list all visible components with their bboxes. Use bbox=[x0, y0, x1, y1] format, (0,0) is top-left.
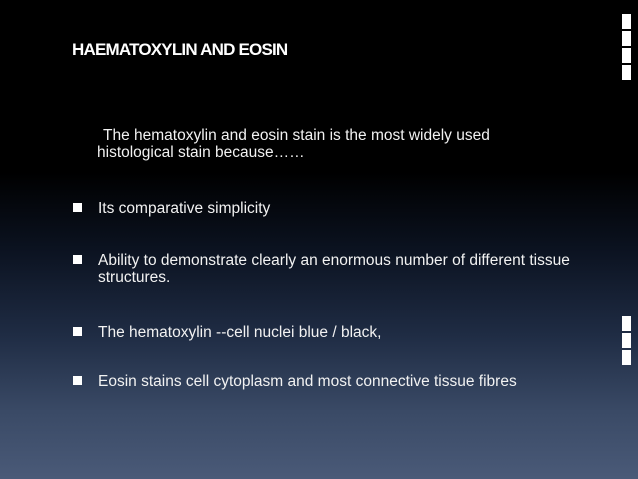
bullet-item bbox=[72, 373, 582, 390]
decorative-bars-top-icon bbox=[622, 14, 631, 80]
square-bullet-icon bbox=[73, 376, 82, 385]
decorative-bars-middle-icon bbox=[622, 316, 631, 365]
bullet-text: Ability to demonstrate clearly an enormous number of different tissue structures. bbox=[98, 252, 570, 286]
bullet-text: The hematoxylin --cell nuclei blue / black, bbox=[98, 324, 382, 341]
bullet-item bbox=[72, 324, 582, 341]
slide-title: HAEMATOXYLIN AND EOSIN bbox=[72, 40, 288, 59]
bullet-item bbox=[72, 200, 582, 217]
square-bullet-icon bbox=[73, 203, 82, 212]
square-bullet-icon bbox=[73, 255, 82, 264]
bullet-item bbox=[72, 252, 582, 286]
bullet-text: Its comparative simplicity bbox=[98, 200, 271, 217]
bullet-text: Eosin stains cell cytoplasm and most connective tissue fibres bbox=[98, 373, 517, 390]
square-bullet-icon bbox=[73, 327, 82, 336]
intro-paragraph: The hematoxylin and eosin stain is the most widely used histological stain because…… bbox=[97, 127, 490, 161]
